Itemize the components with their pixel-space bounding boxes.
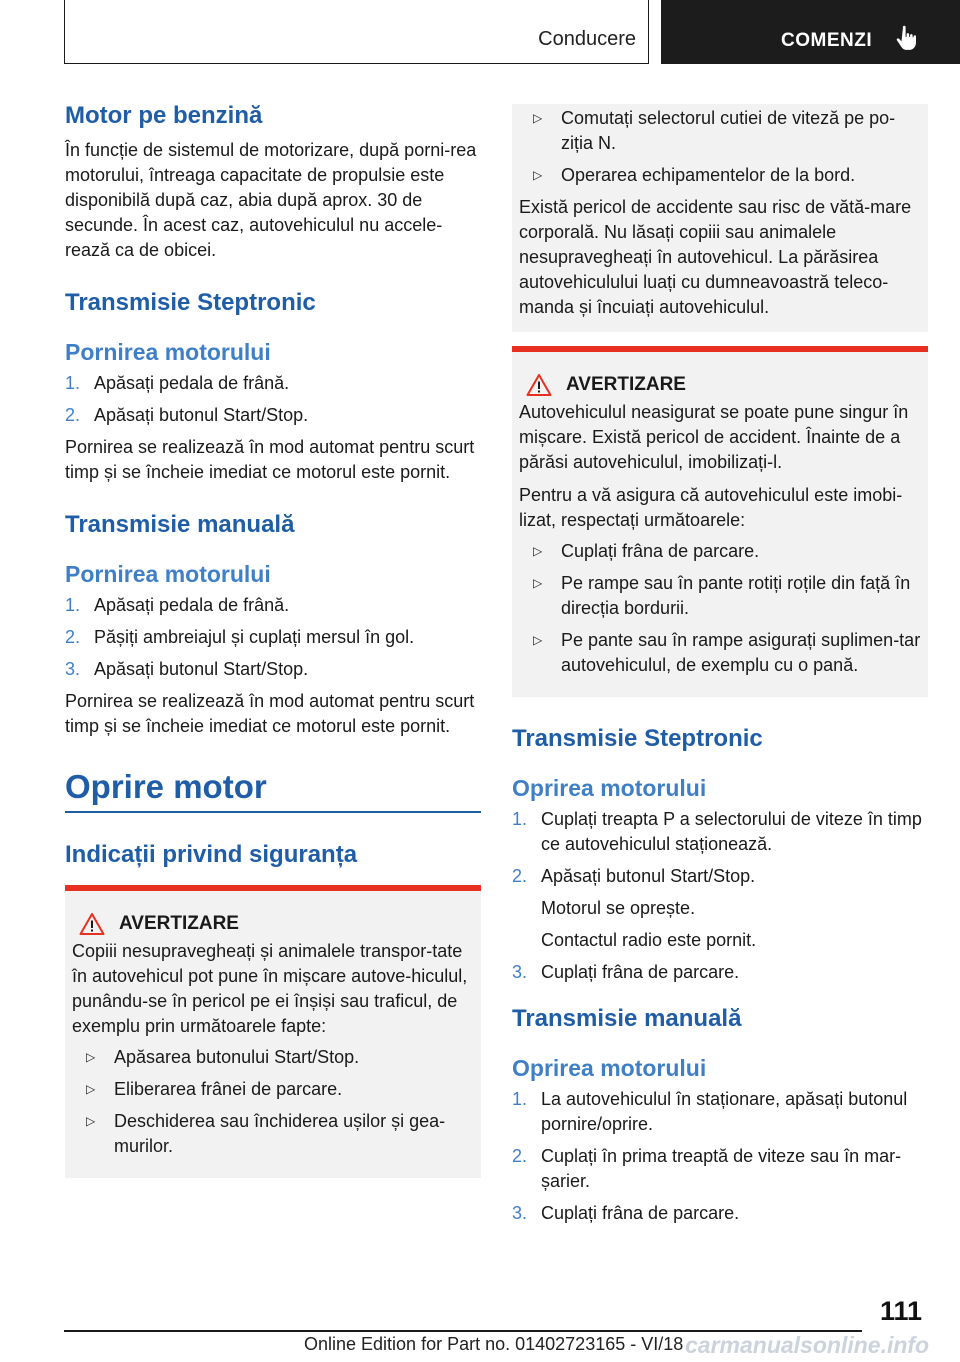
hand-pointer-icon <box>894 24 922 54</box>
warning-label: AVERTIZARE <box>119 912 239 934</box>
warning-box-continued <box>512 104 928 332</box>
steps-oprire-steptronic <box>512 807 928 985</box>
warning-header <box>519 372 921 398</box>
warning-text-continued: Există pericol de accidente sau risc de vătă-mare corporală. Nu lăsați copiii sau animalele nesupravegheați în autovehicul. La părăsirea autovehiculului luați cu dumneavoastră teleco-manda și încuiați autovehiculul. <box>519 197 912 317</box>
warning-text-2: Pentru a vă asigura că autovehiculul este imobi-lizat, respectați următoarele: <box>519 485 903 530</box>
list-item: 3. Apăsați butonul Start/Stop. <box>65 659 309 679</box>
paragraph-pornire-steptronic: Pornirea se realizează în mod automat pentru scurt timp și se încheie imediat ce motorul este pornit. <box>65 437 475 482</box>
list-item: ▷ Apăsarea butonului Start/Stop. <box>86 1046 360 1067</box>
list-item: 3. Cuplați frâna de parcare. <box>512 962 740 982</box>
warning-triangle-icon <box>79 912 105 936</box>
list-item: 2. Apăsați butonul Start/Stop. Motorul se oprește. Contactul radio este pornit. <box>512 864 928 953</box>
warning-text-1: Autovehiculul neasigurat se poate pune singur în mișcare. Există pericol de accident. Înainte de a părăsi autovehiculul, imobilizați-l. <box>519 402 909 472</box>
page-number: 111 <box>880 1296 923 1326</box>
heading-steptronic: Transmisie Steptronic <box>65 289 316 316</box>
step-note: Contactul radio este pornit. <box>541 930 757 950</box>
paragraph-motor-benzina: În funcție de sistemul de motorizare, după porni-rea motorului, întreaga capacitate de propulsie este disponibilă după caz, abia după aprox. 30 de secunde. În acest caz, autovehiculul nu accele-rează ca de obicei. <box>65 140 477 260</box>
list-item: ▷ Cuplați frâna de parcare. <box>533 541 760 561</box>
right-column <box>512 104 928 1233</box>
warning-box-2 <box>512 352 928 697</box>
list-item: 1. Apăsați pedala de frână. <box>65 373 290 393</box>
edition-text: Online Edition for Part no. 01402723165 - VI/18 <box>304 1334 684 1354</box>
steps-oprire-manuala <box>512 1087 928 1226</box>
header-tab-label: COMENZI <box>781 30 873 51</box>
warning-list <box>72 1045 474 1159</box>
steps-pornire-manuala <box>65 593 481 682</box>
list-item: 1. La autovehiculul în staționare, apăsați butonul pornire/oprire. <box>512 1089 908 1134</box>
heading-siguranta: Indicații privind siguranța <box>65 840 358 868</box>
heading-steptronic-oprire: Transmisie Steptronic <box>512 725 763 752</box>
list-item: ▷ Pe pante sau în rampe asigurați suplimen-tar autovehiculul, de exemplu cu o pană. <box>533 630 921 675</box>
warning-box <box>65 891 481 1178</box>
heading-motor-benzina: Motor pe benzină <box>65 102 263 129</box>
warning-text: Copiii nesupravegheați și animalele transpor-tate în autovehicul pot pune în mișcare autove-hiculul, punându-se în pericol pe ei înșiși sau traficul, de exemplu prin următoarele fapte: <box>72 940 468 1036</box>
subheading-pornire-manuala: Pornirea motorului <box>65 561 271 587</box>
steps-pornire-steptronic <box>65 371 481 428</box>
subheading-pornire-steptronic: Pornirea motorului <box>65 339 271 365</box>
list-item: 3. Cuplați frâna de parcare. <box>512 1203 740 1223</box>
list-item: ▷ Deschiderea sau închiderea ușilor și gea-murilor. <box>86 1110 446 1156</box>
warning-triangle-icon <box>526 373 552 397</box>
list-item: 2. Pășiți ambreiajul și cuplați mersul în gol. <box>65 627 415 647</box>
warning-header <box>72 911 474 937</box>
heading-manuala-oprire: Transmisie manuală <box>512 1005 742 1032</box>
list-item: 1. Cuplați treapta P a selectorului de viteze în timp ce autovehiculul staționează. <box>512 809 922 854</box>
heading-oprire-motor: Oprire motor <box>65 768 267 805</box>
heading-manuala: Transmisie manuală <box>65 511 295 538</box>
list-item: 2. Cuplați în prima treaptă de viteze sau în mar-șarier. <box>512 1146 902 1191</box>
header-section-box <box>64 0 649 64</box>
subheading-oprire-steptronic: Oprirea motorului <box>512 775 707 801</box>
heading-divider <box>65 811 481 813</box>
header-tab-comenzi[interactable] <box>661 0 960 64</box>
paragraph-pornire-manuala: Pornirea se realizează în mod automat pentru scurt timp și se încheie imediat ce motorul este pornit. <box>65 691 475 736</box>
left-column <box>65 100 481 1178</box>
warning-label: AVERTIZARE <box>566 374 686 395</box>
list-item: ▷ Eliberarea frânei de parcare. <box>86 1078 343 1099</box>
list-item: 1. Apăsați pedala de frână. <box>65 595 290 615</box>
list-item: 2. Apăsați butonul Start/Stop. <box>65 405 309 425</box>
subheading-oprire-manuala: Oprirea motorului <box>512 1055 707 1081</box>
step-note: Motorul se oprește. <box>541 898 696 918</box>
warning-list <box>519 539 921 678</box>
list-item: ▷ Operarea echipamentelor de la bord. <box>533 165 856 185</box>
warning-list-continued <box>519 106 921 188</box>
header-section-title: Conducere <box>538 28 636 50</box>
list-item: ▷ Pe rampe sau în pante rotiți roțile din față în direcția bordurii. <box>533 573 911 618</box>
watermark: carmanualsonline.info <box>685 1332 930 1358</box>
list-item: ▷ Comutați selectorul cutiei de viteză pe po-ziția N. <box>533 108 896 153</box>
